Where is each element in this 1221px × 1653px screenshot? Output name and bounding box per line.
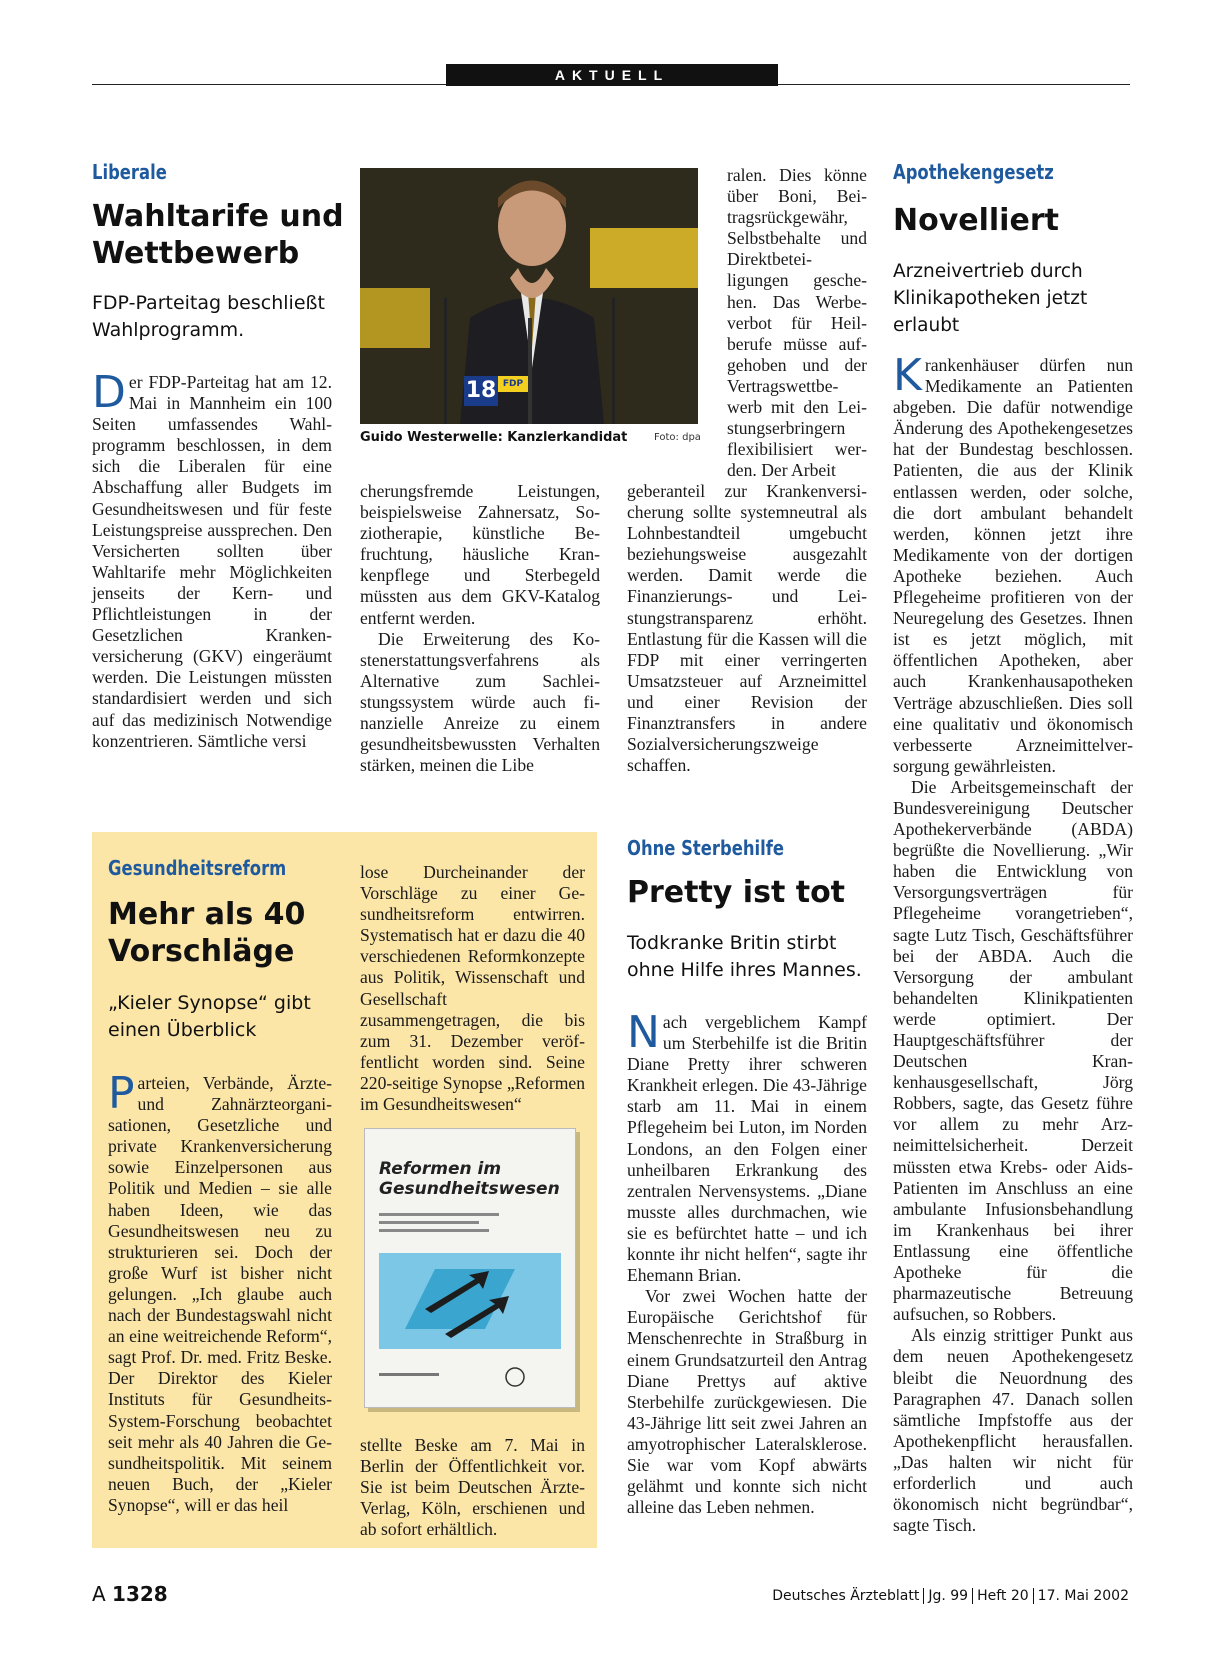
publication-name: Deutsches Ärzteblatt — [772, 1588, 920, 1604]
photo-sign-number: 18 — [464, 376, 498, 406]
apotheken-subhead: Arzneivertrieb durch Klinikapotheken jetzt erlaubt — [893, 261, 1088, 336]
publication-volume: Jg. 99 — [928, 1588, 969, 1604]
photo-caption: Guido Westerwelle: Kanzlerkandidat — [360, 430, 628, 445]
liberale-kicker: Liberale — [92, 160, 167, 184]
liberale-text-col2b: Die Erweiterung des Kostenerstattungsverfahrens als Alternative zum Sachleistungssystem würde auch finanzielle Anreize zu einem gesundheitsbewussten Verhalten stärken, meinen die Libe — [360, 628, 600, 776]
photo-sign-logo: FDP — [498, 376, 528, 392]
apotheken-body — [893, 350, 1133, 1536]
publication-issue: Heft 20 — [977, 1588, 1029, 1604]
reform-dropcap: P — [108, 1068, 135, 1119]
publication-line — [772, 1588, 1129, 1604]
photo-illustration — [360, 168, 698, 424]
section-label: AKTUELL — [446, 64, 778, 86]
publication-date: 17. Mai 2002 — [1037, 1588, 1129, 1604]
apotheken-text-p3: Als einzig strittiger Punkt aus dem neuen Apothekengesetz bleibt die Neuordnung des Paragraphen 47. Danach sollen sämtliche Impfstoffe aus der Apothekenpflicht herausfallen. „Das halten wir nicht für erforderlich und auch ökonomisch nicht begründbar“, sagte Tisch. — [893, 1325, 1133, 1536]
apotheken-headline: Novelliert — [893, 203, 1059, 238]
apotheken-text-p2: Die Arbeitsgemeinschaft der Bundesvereinigung Deutscher Apothekerverbände (ABDA) begrüßte die Novellierung. „Wir haben die Entwicklung von Versorgungsverträgen für Pflegeheime vorangetrieben“, sagte Lutz Tisch, Geschäftsführer bei der ABDA. Auch die Versorgung der ambulant behandelten Klinikpatienten werde optimiert. Der Hauptgeschäftsführer der Deutschen Krankenhausgesellschaft, Jörg Robbers, sagte, das Gesetz führe vor allem zu mehr Arzneimittelsicherheit. Derzeit müssten etwa Krebs- oder Aids-Patienten im Anschluss an eine ambulante Infusionsbehandlung im Krankenhaus bei ihrer Entlassung eine öffentliche Apotheke für die pharmazeutische Betreuung aufsuchen, so Robbers. — [893, 776, 1133, 1325]
reform-subhead: „Kieler Synopse“ gibt einen Überblick — [108, 992, 311, 1041]
reform-col2-bottom: stellte Beske am 7. Mai in Berlin der Öffentlichkeit vor. Sie ist beim Deutschen Ärzte-Verlag, Köln, erschienen und ab sofort erhältlich. — [360, 1435, 585, 1540]
sterbehilfe-kicker: Ohne Sterbehilfe — [627, 836, 785, 860]
liberale-text-col2a: cherungsfremde Leistungen, beispielsweise Zahnersatz, Soziotherapie, künstliche Befruchtung, häusliche Krankenpflege und Sterbegeld müssten aus dem GKV-Katalog entfernt werden. — [360, 481, 600, 628]
liberale-headline: Wahltarife und Wettbewerb — [92, 199, 344, 271]
sterbehilfe-text-p1: ach vergeblichem Kampf um Sterbehilfe ist die Britin Diane Pretty ihrer schweren Krankheit erlegen. Die 43-Jährige starb am 11. Mai in einem Pflegeheim bei Luton, im Norden Londons, an den Folgen einer unheilbaren Erkrankung des zentralen Nervensystems. „Diane musste alles durchmachen, wie sie es befürchtet hatte – und ich konnte ihr nicht helfen“, sagte ihr Ehemann Brian. — [627, 1012, 867, 1286]
page-prefix: A — [92, 1582, 106, 1606]
westerwelle-photo — [360, 168, 698, 424]
liberale-col3-narrow: ralen. Dies könne über Boni, Beitragsrückgewähr, Selbstbehalte und Direktbeteiligungen geschehen. Das Werbeverbot für Heilberufe müsse aufgehoben und der Vertragswettbewerb mit den Leistungserbringern flexibilisiert werden. Der Arbeit — [727, 165, 867, 481]
reform-headline: Mehr als 40 Vorschläge — [108, 897, 306, 969]
liberale-col1 — [92, 367, 332, 752]
book-title: Reformen im Gesundheitswesen — [379, 1159, 560, 1199]
liberale-text-col1: er FDP-Parteitag hat am 12. Mai in Mannheim ein 100 Seiten umfassendes Wahlprogramm beschlossen, in dem sich die Liberalen für eine Abschaffung aller Budgets im Gesundheitswesen und für feste Leistungspreise aussprechen. Den Versicherten sollten über Wahltarife mehr Möglichkeiten jenseits der Kern- und Pflichtleistungen in der Gesetzlichen Krankenversicherung (GKV) eingeräumt werden. Die Leistungen müssten standardisiert werden und sich auf das medizinisch Notwendige konzentrieren. Sämtliche versi — [92, 372, 332, 751]
sterbehilfe-headline: Pretty ist tot — [627, 875, 846, 910]
apotheken-text-p1: rankenhäuser dürfen nun Medikamente an Patienten abgeben. Die dafür notwendige Änderung des Apothekengesetzes hat der Bundestag beschlossen. Patienten, die aus der Klinik entlassen werden, oder solche, die dort ambulant behandelt werden, können jetzt ihre Medikamente von der dortigen Apotheke beziehen. Auch Pflegeheime profitieren von der Neuregelung des Gesetzes. Ihnen ist es jetzt möglich, mit öffentlichen Apotheken, aber auch Krankenhausapotheken Verträge abzuschließen. Dies soll eine qualitativ und ökonomisch verbesserte Arzneimittelversorgung gewährleisten. — [893, 355, 1133, 776]
photo-credit: Foto: dpa — [654, 432, 701, 443]
page-number — [92, 1582, 168, 1606]
liberale-subhead: FDP-Parteitag beschließt Wahlprogramm. — [92, 292, 325, 341]
sterbehilfe-subhead: Todkranke Britin stirbt ohne Hilfe ihres Mannes. — [627, 932, 862, 981]
page-number-value: 1328 — [112, 1582, 168, 1606]
reform-col1 — [108, 1068, 332, 1516]
reform-kicker: Gesundheitsreform — [108, 856, 287, 880]
book-graphic — [365, 1129, 575, 1407]
book-cover — [364, 1128, 576, 1408]
sterbehilfe-body — [627, 1007, 867, 1518]
liberale-col2 — [360, 481, 600, 776]
liberale-col3-full: geberanteil zur Krankenversicherung sollte systemneutral als Lohnbestandteil umgebucht beziehungsweise ausgezahlt werden. Damit werde die Finanzierungs- und Leistungstransparenz erhöht. Entlastung für die Kassen will die FDP mit einer verringerten Umsatzsteuer auf Arzneimittel und einer Revision der Finanztransfers in andere Sozialversicherungszweige schaffen. — [627, 481, 867, 776]
reform-col2-top: lose Durcheinander der Vorschläge zu einer Gesundheitsreform entwirren. Systematisch hat er dazu die 40 verschiedenen Reformkonzepte aus Politik, Wissenschaft und Gesellschaft zusammengetragen, die bis zum 31. Dezember veröffentlicht worden sind. Seine 220-seitige Synopse „Reformen im Gesundheitswesen“ — [360, 862, 585, 1115]
apotheken-kicker: Apothekengesetz — [893, 160, 1054, 184]
sterbehilfe-dropcap: N — [627, 1007, 660, 1058]
apotheken-dropcap: K — [893, 350, 922, 401]
reform-text-col1: arteien, Verbände, Ärzte- und Zahnärzteorganisationen, Gesetzliche und private Krankenversicherung sowie Einzelpersonen aus Politik und Medien – sie alle haben Ideen, wie das Gesundheitswesen neu zu strukturieren sei. Doch der große Wurf ist bisher nicht gelungen. „Ich glaube auch nach der Bundestagswahl nicht an eine weitreichende Reform“, sagt Prof. Dr. med. Fritz Beske. Der Direktor des Kieler Instituts für Gesundheits-System-Forschung beobachtet seit mehr als 40 Jahren die Gesundheitspolitik. Mit seinem neuen Buch, der „Kieler Synopse“, will er das heil — [108, 1073, 332, 1515]
liberale-dropcap: D — [92, 367, 126, 418]
sterbehilfe-text-p2: Vor zwei Wochen hatte der Europäische Gerichtshof für Menschenrechte in Straßburg in einem Grundsatzurteil den Antrag Diane Prettys auf aktive Sterbehilfe zurückgewiesen. Die 43-Jährige litt seit zwei Jahren an amyotrophischer Lateralsklerose. Sie war vom Kopf abwärts gelähmt und konnte sich nicht alleine das Leben nehmen. — [627, 1286, 867, 1518]
